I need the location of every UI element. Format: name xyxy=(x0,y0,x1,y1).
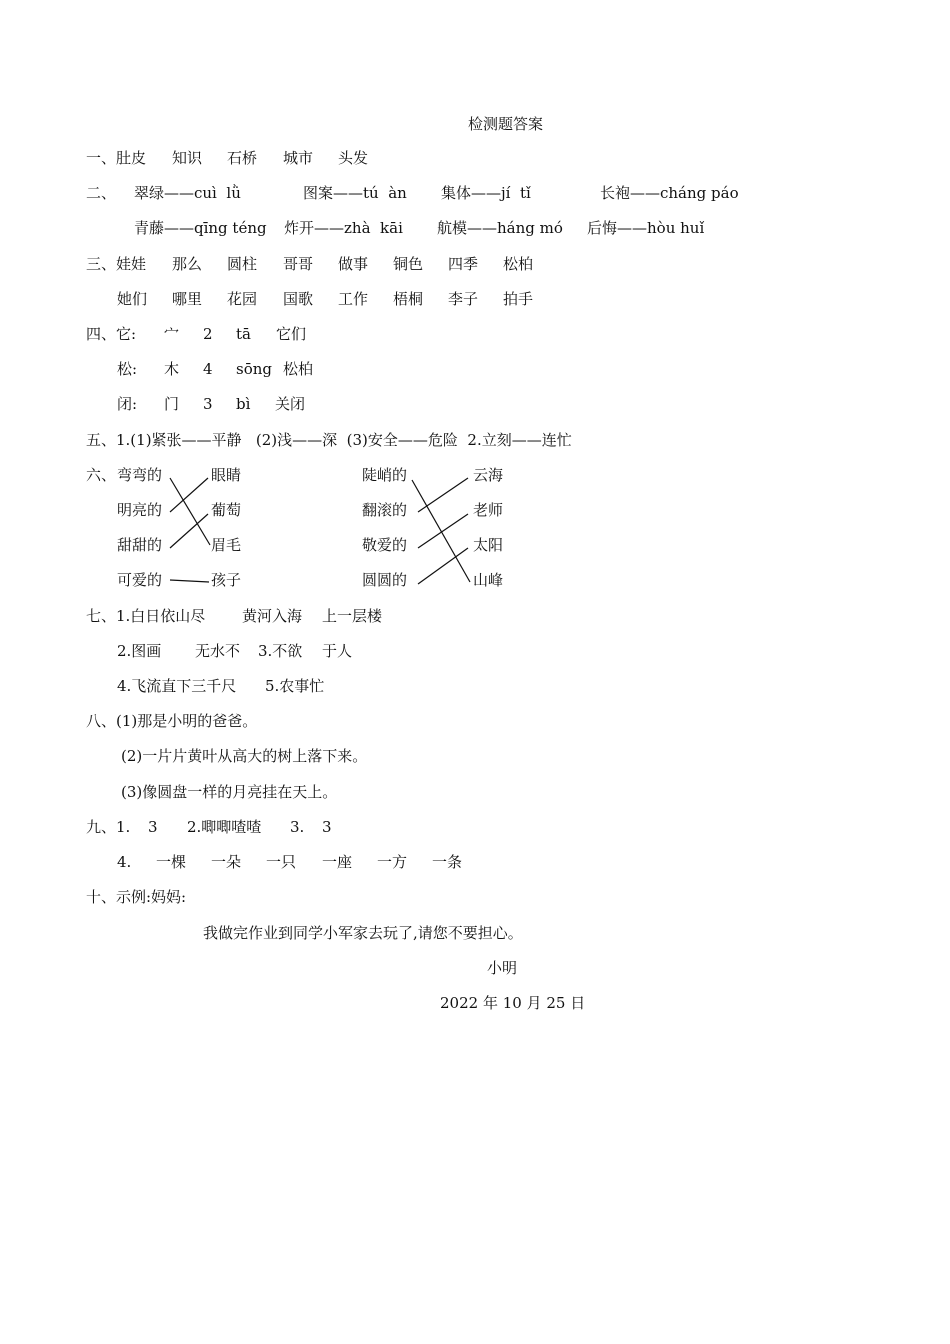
section-3-word: 李子 xyxy=(448,290,479,308)
section-2-pinyin: 青藤——qīng téng xyxy=(134,219,267,237)
section-7-text: 七、1.白日依山尽 xyxy=(86,607,206,625)
pinyin: tā xyxy=(236,325,251,343)
section-4-label: 四、它: xyxy=(86,325,137,343)
section-3-word: 哪里 xyxy=(172,290,203,308)
radical: 门 xyxy=(164,395,180,413)
radical: 宀 xyxy=(164,325,180,343)
section-7-text: 4.飞流直下三千尺 xyxy=(117,677,237,695)
measure-word: 一条 xyxy=(432,853,463,871)
match-left-word: 圆圆的 xyxy=(362,571,408,589)
match-left-word: 可爱的 xyxy=(117,571,163,589)
section-9-text: 3 xyxy=(322,818,332,836)
section-1-label: 一、肚皮 xyxy=(86,149,147,167)
match-left-word: 甜甜的 xyxy=(117,536,163,554)
match-line xyxy=(418,514,468,548)
section-2-pinyin: 后悔——hòu huǐ xyxy=(587,219,705,237)
section-2-pinyin: 航模——háng mó xyxy=(437,219,563,237)
section-3-word: 那么 xyxy=(172,255,203,273)
character-label: 松: xyxy=(117,360,138,378)
match-right-word: 孩子 xyxy=(211,571,242,589)
compound-word: 松柏 xyxy=(283,360,314,378)
match-left-word: 敬爱的 xyxy=(362,536,408,554)
pinyin: bì xyxy=(236,395,251,413)
note-date: 2022 年 10 月 25 日 xyxy=(440,994,586,1012)
compound-word: 关闭 xyxy=(275,395,306,413)
match-right-word: 山峰 xyxy=(473,571,504,589)
match-right-word: 眼睛 xyxy=(211,466,242,484)
section-1-word: 知识 xyxy=(172,149,203,167)
match-left-word: 翻滚的 xyxy=(362,501,408,519)
section-7-text: 黄河入海 xyxy=(242,607,303,625)
section-9-text: 3. xyxy=(290,818,305,836)
section-7-text: 上一层楼 xyxy=(322,607,383,625)
page-title: 检测题答案 xyxy=(468,115,544,133)
match-right-word: 眉毛 xyxy=(211,536,242,554)
compound-word: 它们 xyxy=(276,325,307,343)
character-label: 闭: xyxy=(117,395,138,413)
section-3-word: 她们 xyxy=(117,290,148,308)
measure-word: 一方 xyxy=(377,853,408,871)
section-2-pinyin: 图案——tú àn xyxy=(303,184,407,202)
measure-word: 一座 xyxy=(322,853,353,871)
match-right-word: 云海 xyxy=(473,466,504,484)
measure-word: 一只 xyxy=(266,853,297,871)
section-7-text: 2.图画 xyxy=(117,642,162,660)
section-3-word: 国歌 xyxy=(283,290,314,308)
section-3-word: 做事 xyxy=(338,255,369,273)
note-signature: 小明 xyxy=(487,959,518,977)
section-1-word: 城市 xyxy=(283,149,314,167)
measure-word: 一朵 xyxy=(211,853,242,871)
section-7-text: 5.农事忙 xyxy=(265,677,325,695)
match-line xyxy=(170,478,210,545)
section-7-text: 3.不欲 xyxy=(258,642,303,660)
section-2-label: 二、 xyxy=(86,184,117,202)
section-8-text: (2)一片片黄叶从高大的树上落下来。 xyxy=(121,747,368,765)
section-10-label: 十、示例:妈妈: xyxy=(86,888,187,906)
match-line xyxy=(418,478,468,512)
section-2-pinyin: 翠绿——cuì lǜ xyxy=(134,184,241,202)
section-2-pinyin: 集体——jí tǐ xyxy=(441,184,531,202)
section-8-text: 八、(1)那是小明的爸爸。 xyxy=(86,712,258,730)
match-right-word: 老师 xyxy=(473,501,504,519)
section-3-word: 四季 xyxy=(448,255,479,273)
section-3-word: 松柏 xyxy=(503,255,534,273)
pinyin: sōng xyxy=(236,360,272,378)
measure-word: 一棵 xyxy=(156,853,187,871)
match-left-word: 陡峭的 xyxy=(362,466,408,484)
section-1-word: 石桥 xyxy=(227,149,258,167)
section-2-pinyin: 炸开——zhà kāi xyxy=(284,219,403,237)
match-line xyxy=(412,480,470,582)
match-line xyxy=(170,478,208,512)
note-body: 我做完作业到同学小军家去玩了,请您不要担心。 xyxy=(203,924,523,942)
section-3-word: 工作 xyxy=(338,290,369,308)
section-3-word: 圆柱 xyxy=(227,255,258,273)
section-9-text: 九、1. xyxy=(86,818,131,836)
section-3-word: 拍手 xyxy=(503,290,534,308)
match-line xyxy=(170,580,209,582)
match-right-word: 葡萄 xyxy=(211,501,242,519)
stroke-count: 3 xyxy=(203,395,213,413)
match-left-word: 明亮的 xyxy=(117,501,163,519)
radical: 木 xyxy=(164,360,180,378)
section-5-text: 五、1.(1)紧张——平静 (2)浅——深 (3)安全——危险 2.立刻——连忙 xyxy=(86,431,572,449)
section-9-text: 4. xyxy=(117,853,132,871)
section-3-label: 三、娃娃 xyxy=(86,255,147,273)
section-1-word: 头发 xyxy=(338,149,369,167)
match-left-word: 弯弯的 xyxy=(117,466,163,484)
section-6-label: 六、 xyxy=(86,466,117,484)
section-9-text: 2.唧唧喳喳 xyxy=(187,818,262,836)
section-8-text: (3)像圆盘一样的月亮挂在天上。 xyxy=(121,783,338,801)
section-7-text: 于人 xyxy=(322,642,353,660)
match-right-word: 太阳 xyxy=(473,536,504,554)
stroke-count: 4 xyxy=(203,360,213,378)
section-3-word: 哥哥 xyxy=(283,255,314,273)
stroke-count: 2 xyxy=(203,325,213,343)
section-2-pinyin: 长袍——cháng páo xyxy=(600,184,739,202)
section-9-text: 3 xyxy=(148,818,158,836)
section-3-word: 花园 xyxy=(227,290,258,308)
section-7-text: 无水不 xyxy=(195,642,241,660)
section-3-word: 铜色 xyxy=(393,255,424,273)
section-3-word: 梧桐 xyxy=(393,290,424,308)
